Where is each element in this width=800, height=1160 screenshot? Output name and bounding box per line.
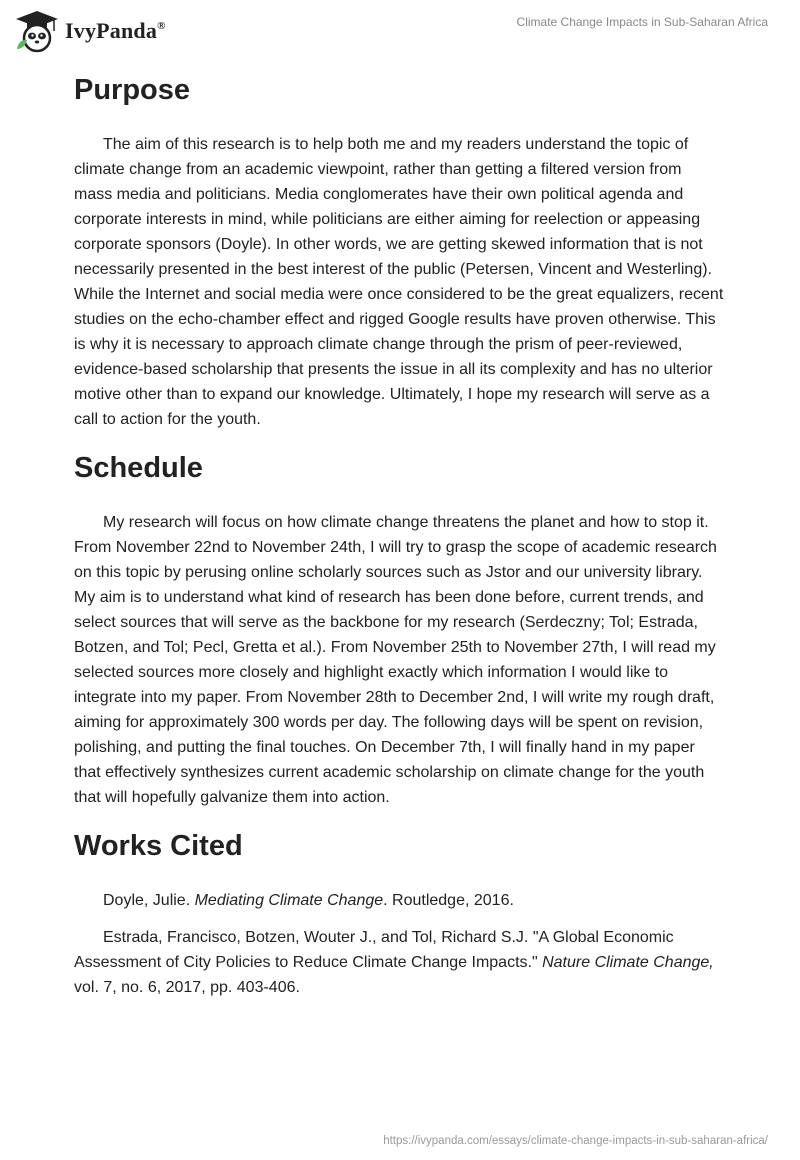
page-header [0, 0, 800, 60]
purpose-paragraph: The aim of this research is to help both me and my readers understand the topic of climate change from an academic viewpoint, rather than getting a filtered version from mass media and politicians. Media conglomerates have their own political agenda and corporate interests in mind, while politicians are either aiming for reelection or appeasing corporate sponsors (Doyle). In other words, we are getting skewed information that is not necessarily presented in the best interest of the public (Petersen, Vincent and Westerling). While the Internet and social media were once considered to be the great equalizers, recent studies on the echo-chamber effect and rigged Google results have proven otherwise. This is why it is necessary to approach climate change through the prism of peer-reviewed, evidence-based scholarship that presents the issue in all its complexity and has no ulterior motive other than to expand our knowledge. Ultimately, I hope my research will serve as a call to action for the youth. [74, 136, 724, 428]
source-url[interactable]: https://ivypanda.com/essays/climate-change-impacts-in-sub-saharan-africa/ [383, 1135, 768, 1147]
document-body [74, 70, 724, 1000]
citation-entry: Doyle, Julie. Mediating Climate Change. Routledge, 2016. [103, 892, 514, 909]
panda-graduation-icon [14, 9, 60, 53]
schedule-paragraph: My research will focus on how climate change threatens the planet and how to stop it. From November 22nd to November 24th, I will try to grasp the scope of academic research on this topic by perusing online scholarly sources such as Jstor and our university library. My aim is to understand what kind of research has been done before, current trends, and select sources that will serve as the backbone for my research (Serdeczny; Tol; Estrada, Botzen, and Tol; Pecl, Gretta et al.). From November 25th to November 27th, I will read my selected sources more closely and highlight exactly which information I would like to integrate into my paper. From November 28th to December 2nd, I will write my rough draft, aiming for approximately 300 words per day. The following days will be spent on revision, polishing, and putting the final touches. On December 7th, I will finally hand in my paper that effectively synthesizes current academic scholarship on climate change for the youth that will hopefully galvanize them into action. [74, 514, 717, 806]
citation-entry: Estrada, Francisco, Botzen, Wouter J., and Tol, Richard S.J. "A Global Economic Assessment of City Policies to Reduce Climate Change Impacts." Nature Climate Change, vol. 7, no. 6, 2017, pp. 403-406. [74, 929, 714, 996]
ivypanda-logo[interactable] [14, 9, 166, 53]
schedule-heading: Schedule [74, 452, 203, 484]
purpose-heading: Purpose [74, 74, 191, 106]
document-title: Climate Change Impacts in Sub-Saharan Africa [516, 15, 768, 29]
brand-name: IvyPanda® [65, 18, 166, 43]
works-cited-heading: Works Cited [74, 830, 243, 862]
